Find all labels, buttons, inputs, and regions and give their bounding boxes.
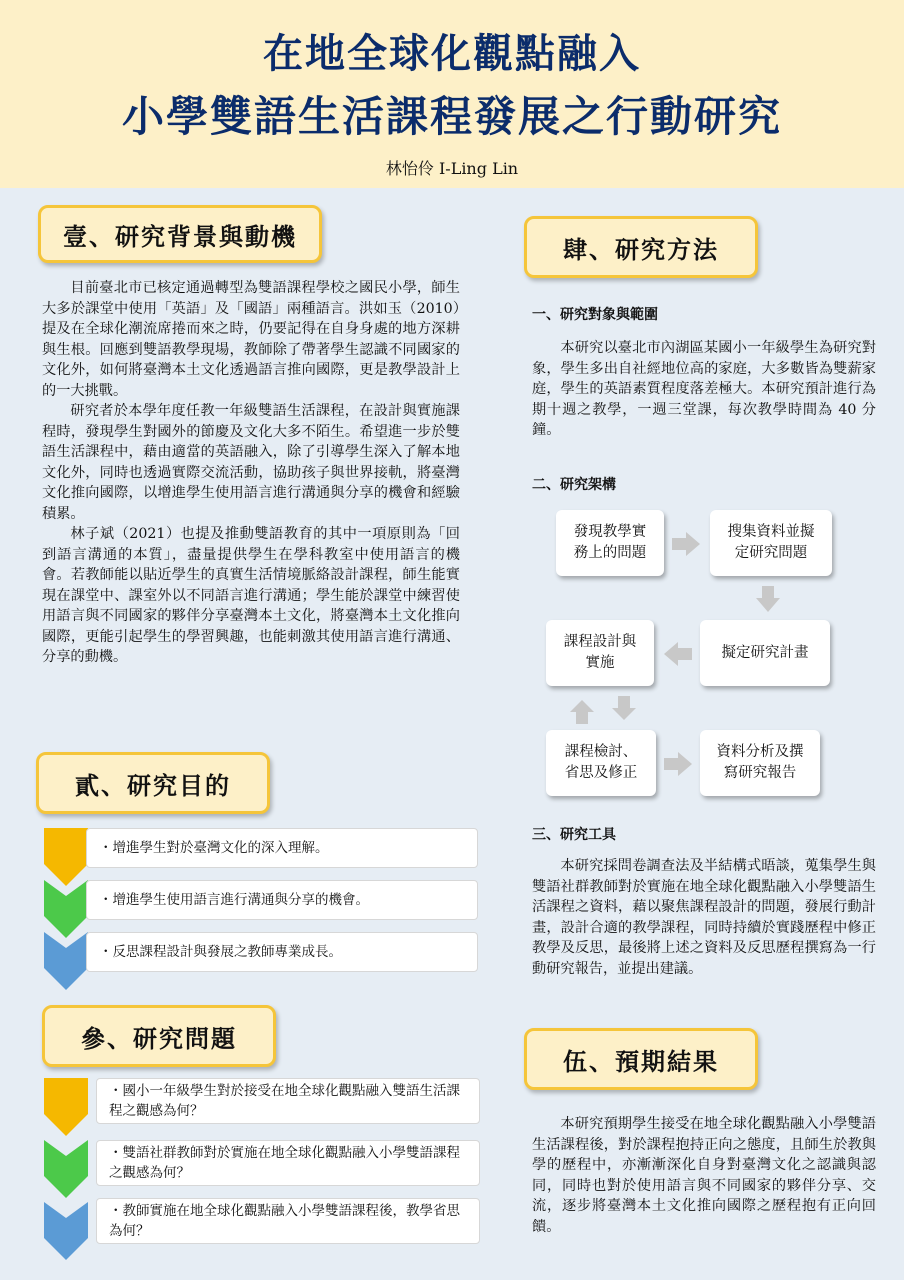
results-text [532,1114,876,1237]
method-tools-text [532,856,876,979]
background-text [42,278,460,668]
section-title-method: 肆、研究方法 [524,216,758,278]
section-title-background: 壹、研究背景與動機 [38,205,322,263]
flow-box-2: 搜集資料並擬定研究問題 [710,510,832,576]
chevron-icon-6 [44,1202,88,1262]
background-paragraph-3: 林子斌（2021）也提及推動雙語教育的其中一項原則為「回到語言溝通的本質」，盡量提供學生在學科教室中使用語言的機會。若教師能以貼近學生的真實生活情境脈絡設計課程，師生能實現在課堂中、課室外以不同語言進行溝通；學生能於課堂中練習使用語言與不同國家的夥伴分享臺灣本土文化，將臺灣本土文化推向國際，更能引起學生的學習興趣，也能刺激其使用語言進行溝通、分享的動機。 [42,526,460,665]
method-subjects-paragraph: 本研究以臺北市內湖區某國小一年級學生為研究對象，學生多出自社經地位高的家庭，大多數皆為雙薪家庭，學生的英語素質程度落差極大。本研究預計進行為期十週之教學，一週三堂課，每次教學時間為 40 分鐘。 [532,340,876,438]
chevron-icon-1 [44,828,88,888]
arrow-up-icon-1 [570,700,594,724]
method-subjects-text [532,338,876,441]
question-item-2-text: ・雙語社群教師對於實施在地全球化觀點融入小學雙語課程之觀感為何？ [109,1145,460,1181]
flow-box-4: 課程設計與實施 [546,620,654,686]
arrow-left-icon-1 [664,642,692,666]
arrow-right-icon-1 [672,532,700,556]
flow-box-6: 資料分析及撰寫研究報告 [700,730,820,796]
purpose-item-3 [86,932,478,972]
section-title-questions: 參、研究問題 [42,1005,276,1067]
arrow-right-icon-2 [664,752,692,776]
section-title-purpose: 貳、研究目的 [36,752,270,814]
purpose-item-1-text: ・增進學生對於臺灣文化的深入理解。 [99,840,329,856]
chevron-icon-4 [44,1078,88,1138]
purpose-item-3-text: ・反思課程設計與發展之教師專業成長。 [99,944,342,960]
background-paragraph-1: 目前臺北市已核定通過轉型為雙語課程學校之國民小學，師生大多於課堂中使用「英語」及「國語」兩種語言。洪如玉（2010）提及在全球化潮流席捲而來之時，仍要記得在自身身處的地方深耕與生根。回應到雙語教學現場，教師除了帶著學生認識不同國家的文化外，如何將臺灣本土文化透過語言推向國際，更是教學設計上的一大挑戰。 [42,280,460,399]
purpose-item-1 [86,828,478,868]
flow-box-5: 課程檢討、省思及修正 [546,730,656,796]
method-tools-paragraph: 本研究採問卷調查法及半結構式晤談，蒐集學生與雙語社群教師對於實施在地全球化觀點融入小學雙語生活課程之資料，藉以聚焦課程設計的問題，發展行動計畫，設計合適的教學課程，同時持續於實踐歷程中修正教學及反思，最後將上述之資料及反思歷程撰寫為一行動研究報告，並提出建議。 [532,858,876,977]
chevron-icon-5 [44,1140,88,1200]
question-item-3 [96,1198,480,1244]
question-item-3-text: ・教師實施在地全球化觀點融入小學雙語課程後，教學省思為何？ [109,1203,460,1239]
flow-box-1: 發現教學實務上的問題 [556,510,664,576]
chevron-icon-2 [44,880,88,940]
poster-title-line2: 小學雙語生活課程發展之行動研究 [121,92,782,141]
question-item-1-text: ・國小一年級學生對於接受在地全球化觀點融入雙語生活課程之觀感為何？ [109,1083,460,1119]
purpose-item-2 [86,880,478,920]
author-name: 林怡伶 I-Ling Lin [385,159,519,178]
section-title-results: 伍、預期結果 [524,1028,758,1090]
chevron-icon-3 [44,932,88,992]
method-subtitle-subjects: 一、研究對象與範圍 [532,307,658,323]
question-item-2 [96,1140,480,1186]
flow-box-3: 擬定研究計畫 [700,620,830,686]
question-item-1 [96,1078,480,1124]
results-paragraph: 本研究預期學生接受在地全球化觀點融入小學雙語生活課程後，對於課程抱持正向之態度，且師生於教與學的歷程中，亦漸漸深化自身對臺灣文化之認識與認同，同時也對於使用語言與不同國家的夥伴分享、交流，逐步將臺灣本土文化推向國際之歷程抱有正向回饋。 [532,1116,876,1235]
arrow-down-icon-1 [756,586,780,612]
method-subtitle-tools: 三、研究工具 [532,827,616,843]
background-paragraph-2: 研究者於本學年度任教一年級雙語生活課程，在設計與實施課程時，發現學生對國外的節慶及文化大多不陌生。希望進一步於雙語生活課程中，藉由適當的英語融入，除了引導學生深入了解本地文化外，同時也透過實際交流活動，協助孩子與世界接軌，將臺灣文化推向國際，以增進學生使用語言進行溝通與分享的機會和經驗積累。 [42,403,460,522]
purpose-item-2-text: ・增進學生使用語言進行溝通與分享的機會。 [99,892,369,908]
method-subtitle-framework: 二、研究架構 [532,477,616,493]
poster-title-line1: 在地全球化觀點融入 [263,31,641,77]
arrow-down-icon-2 [612,696,636,720]
poster-header [0,0,904,188]
